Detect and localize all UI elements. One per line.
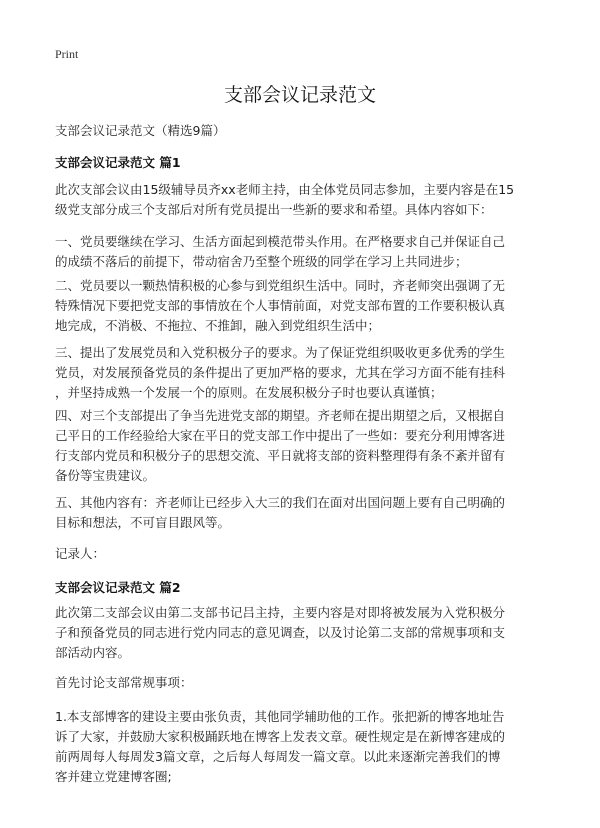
text-line: 此次支部会议由15级辅导员齐xx老师主持，由全体党员同志参加，主要内容是在15 [55, 182, 515, 197]
article-2-intro-paragraph [55, 603, 550, 663]
text-line: 级党支部分成三个支部后对所有党员提出一些新的要求和希望。具体内容如下： [55, 202, 493, 217]
recorder-label: 记录人： [55, 546, 106, 561]
article-1-point-3 [55, 343, 550, 403]
article-1-point-5 [55, 493, 550, 533]
article-2-item-1 [55, 707, 550, 787]
text-line: ，并坚持成熟一个发展一个的原则。在发展积极分子时也要认真谨慎； [55, 385, 443, 400]
text-line: 己平日的工作经验给大家在平日的党支部工作中提出了一些如：要充分利用博客进 [55, 428, 506, 443]
page-title: 支部会议记录范文 [223, 84, 376, 106]
text-line: 诉了大家，并鼓励大家积极踊跃地在博客上发表文章。硬性规定是在新博客建成的 [55, 729, 506, 744]
text-line: 部活动内容。 [55, 645, 131, 660]
text-line: 目标和想法，不可盲目跟风等。 [55, 515, 231, 530]
document-subtitle: 支部会议记录范文（精选9篇） [55, 123, 226, 138]
article-1-heading: 支部会议记录范文 篇1 [55, 155, 181, 170]
article-1-point-1 [55, 232, 550, 272]
article-1-point-4 [55, 406, 550, 486]
text-line: 子和预备党员的同志进行党内同志的意见调查，以及讨论第二支部的常规事项和支 [55, 625, 506, 640]
routine-items-heading: 首先讨论支部常规事项： [55, 675, 193, 690]
text-line: 前两周每人每周发3篇文章，之后每人每周发一篇文章。以此来逐渐完善我们的博 [55, 749, 501, 764]
article-1-point-2 [55, 276, 550, 336]
text-line: 此次第二支部会议由第二支部书记吕主持，主要内容是对即将被发展为入党积极分 [55, 605, 506, 620]
text-line: 客并建立党建博客圈; [55, 769, 172, 784]
text-line: 二、党员要以一颗热情积极的心参与到党组织生活中。同时，齐老师突出强调了无 [55, 278, 506, 293]
text-line: 特殊情况下要把党支部的事情放在个人事情前面，对党支部布置的工作要积极认真 [55, 298, 506, 313]
text-line: 四、对三个支部提出了争当先进党支部的期望。齐老师在提出期望之后，又根据自 [55, 408, 506, 423]
print-link[interactable]: Print [55, 47, 79, 61]
text-line: 行支部内党员和积极分子的思想交流、平日就将支部的资料整理得有条不紊并留有 [55, 448, 506, 463]
text-line: 一、党员要继续在学习、生活方面起到模范带头作用。在严格要求自己并保证自己 [55, 234, 506, 249]
text-line: 备份等宝贵建议。 [55, 468, 156, 483]
text-line: 三、提出了发展党员和入党积极分子的要求。为了保证党组织吸收更多优秀的学生 [55, 345, 506, 360]
article-1-intro-paragraph [55, 180, 550, 220]
text-line: 党员，对发展预备党员的条件提出了更加严格的要求，尤其在学习方面不能有挂科 [55, 365, 506, 380]
article-2-heading: 支部会议记录范文 篇2 [55, 580, 181, 595]
text-line: 1.本支部博客的建设主要由张负责，其他同学辅助他的工作。张把新的博客地址告 [55, 709, 505, 724]
text-line: 的成绩不落后的前提下，带动宿舍乃至整个班级的同学在学习上共同进步； [55, 254, 468, 269]
text-line: 地完成，不消极、不拖拉、不推卸，融入到党组织生活中； [55, 318, 381, 333]
text-line: 五、其他内容有：齐老师让已经步入大三的我们在面对出国问题上要有自己明确的 [55, 495, 506, 510]
